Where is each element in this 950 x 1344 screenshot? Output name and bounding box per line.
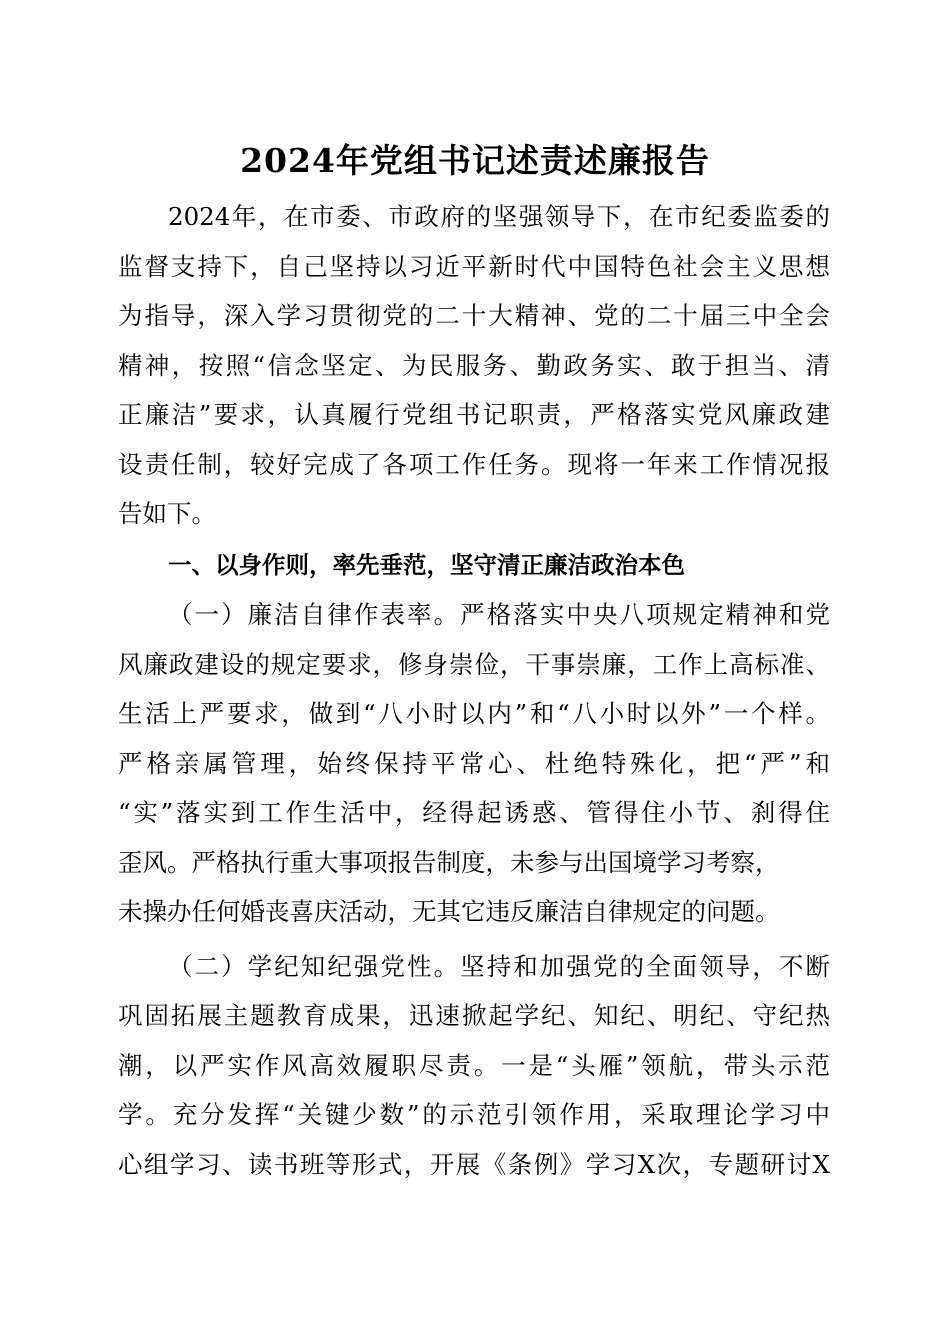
- intro-line: 2024年，在市委、市政府的坚强领导下，在市纪委监委的: [168, 202, 830, 231]
- document-title: 2024年党组书记述责述廉报告: [240, 141, 710, 180]
- paragraph-line: 心组学习、读书班等形式，开展《条例》学习X次，专题研讨X: [118, 1149, 830, 1179]
- paragraph-line: （一）廉洁自律作表率。严格落实中央八项规定精神和党: [168, 600, 830, 629]
- paragraph-line: （二）学纪知纪强党性。坚持和加强党的全面领导，不断: [168, 951, 830, 981]
- paragraph-line: 巩固拓展主题教育成果，迅速掀起学纪、知纪、明纪、守纪热: [118, 1001, 830, 1030]
- paragraph-line: 严格亲属管理，始终保持平常心、杜绝特殊化，把“严”和: [118, 748, 830, 778]
- paragraph-line: 风廉政建设的规定要求，修身崇俭，干事崇廉，工作上高标准、: [118, 649, 830, 679]
- intro-line: 监督支持下，自己坚持以习近平新时代中国特色社会主义思想: [118, 251, 830, 281]
- paragraph-line: 未操办任何婚丧喜庆活动，无其它违反廉洁自律规定的问题。: [118, 897, 780, 926]
- paragraph-line: 潮，以严实作风高效履职尽责。一是“头雁”领航，带头示范: [118, 1050, 830, 1080]
- intro-line: 设责任制，较好完成了各项工作任务。现将一年来工作情况报: [118, 449, 830, 479]
- intro-line: 正廉洁”要求，认真履行党组书记职责，严格落实党风廉政建: [118, 400, 830, 429]
- intro-line: 告如下。: [118, 499, 216, 528]
- paragraph-line: 歪风。严格执行重大事项报告制度，未参与出国境学习考察，: [118, 847, 780, 877]
- intro-line: 精神，按照“信念坚定、为民服务、勤政务实、敢于担当、清: [118, 350, 830, 380]
- paragraph-line: “实”落实到工作生活中，经得起诱惑、管得住小节、刹得住: [118, 798, 830, 827]
- paragraph-line: 生活上严要求，做到“八小时以内”和“八小时以外”一个样。: [118, 699, 830, 728]
- intro-line: 为指导，深入学习贯彻党的二十大精神、党的二十届三中全会: [118, 301, 830, 330]
- paragraph-line: 学。充分发挥“关键少数”的示范引领作用，采取理论学习中: [118, 1100, 830, 1129]
- section-heading: 一、以身作则，率先垂范，坚守清正廉洁政治本色: [168, 550, 685, 579]
- document-body: [118, 192, 830, 1189]
